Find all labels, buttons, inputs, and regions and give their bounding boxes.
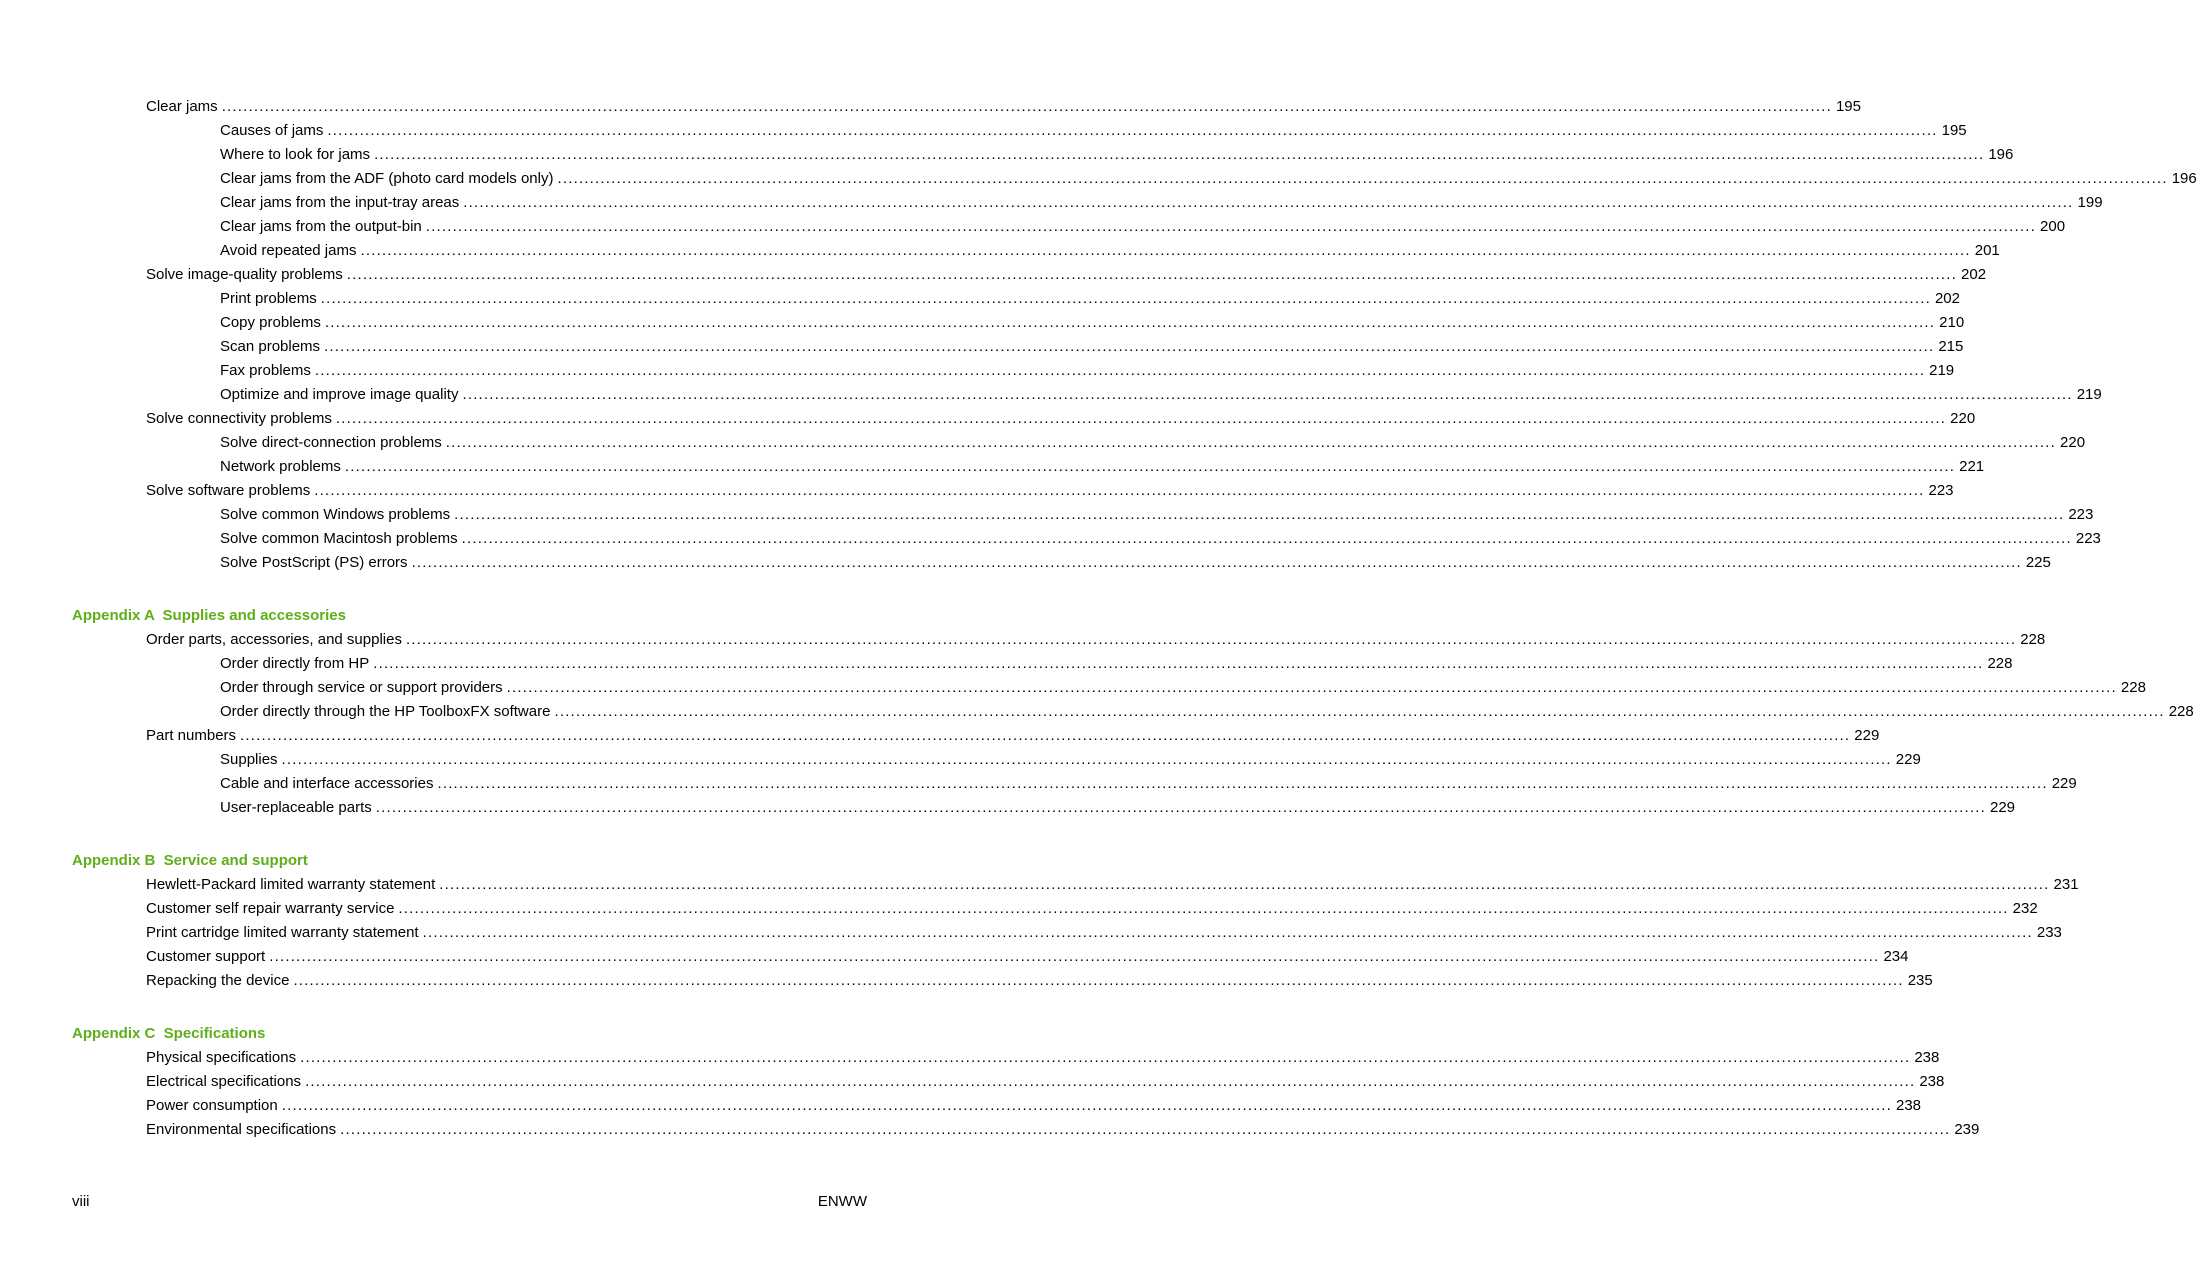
toc-entry[interactable] — [0, 676, 2146, 700]
dot-leader: ............................................................................................................................................................................................................................................................................................................ — [360, 242, 1971, 259]
dot-leader: ............................................................................................................................................................................................................................................................................................................ — [300, 1049, 1911, 1066]
toc-entry-title: Print problems — [220, 290, 317, 307]
toc-entry-title: Customer support — [146, 948, 266, 965]
toc-entry-page-number: 219 — [1929, 362, 1955, 379]
toc-entry-title: Solve common Windows problems — [220, 506, 451, 523]
toc-entry-page-number: 228 — [2120, 679, 2146, 696]
toc-entry[interactable] — [0, 873, 2079, 897]
toc-entry-page-number: 233 — [2036, 924, 2062, 941]
toc-entry[interactable] — [0, 335, 1964, 359]
toc-entry[interactable] — [0, 945, 1909, 969]
toc-entry-title: Physical specifications — [146, 1049, 297, 1066]
dot-leader: ............................................................................................................................................................................................................................................................................................................ — [324, 338, 1935, 355]
toc-entry[interactable] — [0, 359, 1955, 383]
toc-entry[interactable] — [0, 119, 1967, 143]
toc-entry-title: Supplies — [220, 751, 278, 768]
toc-entry-page-number: 229 — [1854, 727, 1880, 744]
toc-entry-page-number: 238 — [1895, 1097, 1922, 1114]
dot-leader: ............................................................................................................................................................................................................................................................................................................ — [314, 362, 1926, 379]
table-of-contents — [0, 95, 2197, 1142]
toc-entry-title: Order directly from HP — [220, 655, 370, 672]
toc-entry-page-number: 223 — [1928, 482, 1954, 499]
dot-leader: ............................................................................................................................................................................................................................................................................................................ — [314, 482, 1925, 499]
toc-entry[interactable] — [0, 263, 1987, 287]
toc-entry[interactable] — [0, 407, 1976, 431]
appendix-heading-label: Appendix A Supplies and accessories — [72, 607, 346, 624]
toc-entry-page-number: 228 — [2020, 631, 2046, 648]
toc-entry[interactable] — [0, 1046, 1940, 1070]
toc-entry-title: Avoid repeated jams — [220, 242, 357, 259]
toc-entry-title: Solve common Macintosh problems — [220, 530, 458, 547]
toc-entry-page-number: 196 — [1988, 146, 2014, 163]
toc-entry-title: Solve software problems — [146, 482, 311, 499]
dot-leader: ............................................................................................................................................................................................................................................................................................................ — [462, 386, 2073, 403]
dot-leader: ............................................................................................................................................................................................................................................................................................................ — [463, 194, 2074, 211]
toc-entry-title: Clear jams from the ADF (photo card models only) — [220, 170, 554, 187]
dot-leader: ............................................................................................................................................................................................................................................................................................................ — [557, 170, 2168, 187]
dot-leader: ............................................................................................................................................................................................................................................................................................................ — [269, 948, 1880, 965]
toc-entry-title: User-replaceable parts — [220, 799, 372, 816]
dot-leader: ............................................................................................................................................................................................................................................................................................................ — [320, 290, 1931, 307]
toc-entry-page-number: 235 — [1907, 972, 1933, 989]
toc-entry-title: Order parts, accessories, and supplies — [146, 631, 402, 648]
toc-entry[interactable] — [0, 772, 2077, 796]
dot-leader: ............................................................................................................................................................................................................................................................................................................ — [305, 1073, 1916, 1090]
toc-entry[interactable] — [0, 700, 2194, 724]
toc-entry-title: Where to look for jams — [220, 146, 371, 163]
dot-leader: ............................................................................................................................................................................................................................................................................................................ — [405, 631, 2017, 648]
toc-entry-page-number: 220 — [2060, 434, 2086, 451]
dot-leader: ............................................................................................................................................................................................................................................................................................................ — [554, 703, 2165, 720]
toc-entry[interactable] — [0, 287, 1960, 311]
appendix-heading-label: Appendix B Service and support — [72, 852, 308, 869]
toc-entry-title: Fax problems — [220, 362, 311, 379]
toc-entry-title: Copy problems — [220, 314, 321, 331]
toc-entry[interactable] — [0, 431, 2086, 455]
toc-entry-page-number: 223 — [2075, 530, 2101, 547]
toc-entry[interactable] — [0, 143, 2014, 167]
toc-entry[interactable] — [0, 551, 2051, 575]
toc-entry-title: Part numbers — [146, 727, 237, 744]
toc-entry-page-number: 239 — [1954, 1121, 1980, 1138]
appendix-heading — [0, 1022, 954, 1046]
toc-entry-page-number: 195 — [1835, 98, 1861, 115]
toc-entry[interactable] — [0, 455, 1985, 479]
toc-entry-page-number: 215 — [1938, 338, 1964, 355]
toc-entry-title: Power consumption — [146, 1097, 278, 1114]
toc-entry[interactable] — [0, 311, 1965, 335]
dot-leader: ............................................................................................................................................................................................................................................................................................................ — [374, 146, 1985, 163]
toc-entry-page-number: 225 — [2025, 554, 2051, 571]
toc-entry[interactable] — [0, 796, 2016, 820]
appendix-heading — [0, 849, 954, 873]
toc-entry-title: Solve direct-connection problems — [220, 434, 442, 451]
toc-entry-title: Hewlett-Packard limited warranty statement — [146, 876, 436, 893]
toc-entry-title: Cable and interface accessories — [220, 775, 434, 792]
dot-leader: ............................................................................................................................................................................................................................................................................................................ — [445, 434, 2057, 451]
toc-entry[interactable] — [0, 95, 1861, 119]
toc-entry[interactable] — [0, 191, 2103, 215]
toc-entry-title: Optimize and improve image quality — [220, 386, 459, 403]
toc-entry-page-number: 228 — [2168, 703, 2194, 720]
toc-entry-title: Solve PostScript (PS) errors — [220, 554, 408, 571]
footer-doc-code: ENWW — [817, 1193, 867, 1210]
dot-leader: ............................................................................................................................................................................................................................................................................................................ — [344, 458, 1956, 475]
toc-entry[interactable] — [0, 724, 1880, 748]
toc-entry[interactable] — [0, 1070, 1945, 1094]
toc-entry[interactable] — [0, 215, 2066, 239]
toc-entry-title: Causes of jams — [220, 122, 324, 139]
toc-entry-page-number: 234 — [1883, 948, 1909, 965]
toc-entry-page-number: 195 — [1941, 122, 1967, 139]
toc-entry[interactable] — [0, 1118, 1980, 1142]
toc-entry[interactable] — [0, 503, 2094, 527]
toc-entry-title: Clear jams from the output-bin — [220, 218, 422, 235]
toc-entry-title: Print cartridge limited warranty statement — [146, 924, 419, 941]
toc-entry-page-number: 232 — [2012, 900, 2038, 917]
toc-entry-page-number: 202 — [1934, 290, 1960, 307]
dot-leader: ............................................................................................................................................................................................................................................................................................................ — [411, 554, 2022, 571]
toc-entry-title: Clear jams — [146, 98, 218, 115]
appendix-heading — [0, 604, 954, 628]
toc-entry-title: Order through service or support providers — [220, 679, 503, 696]
dot-leader: ............................................................................................................................................................................................................................................................................................................ — [437, 775, 2048, 792]
toc-entry-title: Network problems — [220, 458, 341, 475]
toc-entry[interactable] — [0, 527, 2101, 551]
toc-entry-page-number: 238 — [1919, 1073, 1945, 1090]
toc-entry-page-number: 223 — [2068, 506, 2094, 523]
dot-leader: ............................................................................................................................................................................................................................................................................................................ — [506, 679, 2117, 696]
toc-entry-page-number: 231 — [2053, 876, 2079, 893]
toc-entry-page-number: 229 — [1895, 751, 1921, 768]
toc-entry[interactable] — [0, 921, 2062, 945]
dot-leader: ............................................................................................................................................................................................................................................................................................................ — [398, 900, 2009, 917]
dot-leader: ............................................................................................................................................................................................................................................................................................................ — [425, 218, 2037, 235]
dot-leader: ............................................................................................................................................................................................................................................................................................................ — [461, 530, 2072, 547]
dot-leader: ............................................................................................................................................................................................................................................................................................................ — [373, 655, 1984, 672]
toc-entry-title: Environmental specifications — [146, 1121, 337, 1138]
dot-leader: ............................................................................................................................................................................................................................................................................................................ — [293, 972, 1904, 989]
dot-leader: ............................................................................................................................................................................................................................................................................................................ — [422, 924, 2033, 941]
dot-leader: ............................................................................................................................................................................................................................................................................................................ — [221, 98, 1832, 115]
toc-entry-title: Solve connectivity problems — [146, 410, 332, 427]
footer-page-label: viii — [72, 1193, 90, 1210]
toc-entry[interactable] — [0, 652, 2013, 676]
toc-entry-title: Electrical specifications — [146, 1073, 302, 1090]
toc-entry[interactable] — [0, 748, 1921, 772]
toc-entry-page-number: 221 — [1959, 458, 1985, 475]
dot-leader: ............................................................................................................................................................................................................................................................................................................ — [454, 506, 2065, 523]
toc-entry-page-number: 201 — [1974, 242, 2000, 259]
dot-leader: ............................................................................................................................................................................................................................................................................................................ — [324, 314, 1936, 331]
toc-entry-page-number: 210 — [1939, 314, 1965, 331]
toc-entry-page-number: 229 — [1990, 799, 2016, 816]
toc-entry[interactable] — [0, 897, 2038, 921]
dot-leader: ............................................................................................................................................................................................................................................................................................................ — [375, 799, 1986, 816]
dot-leader: ............................................................................................................................................................................................................................................................................................................ — [281, 751, 1892, 768]
toc-entry-page-number: 202 — [1961, 266, 1987, 283]
toc-entry-title: Solve image-quality problems — [146, 266, 343, 283]
toc-entry-title: Clear jams from the input-tray areas — [220, 194, 460, 211]
toc-entry-title: Customer self repair warranty service — [146, 900, 395, 917]
toc-entry[interactable] — [0, 239, 2000, 263]
toc-entry-page-number: 196 — [2171, 170, 2197, 187]
toc-entry-title: Scan problems — [220, 338, 321, 355]
toc-entry-title: Order directly through the HP ToolboxFX software — [220, 703, 551, 720]
toc-entry-page-number: 220 — [1950, 410, 1976, 427]
dot-leader: ............................................................................................................................................................................................................................................................................................................ — [340, 1121, 1951, 1138]
toc-entry[interactable] — [0, 1094, 1922, 1118]
toc-entry[interactable] — [0, 969, 1933, 993]
dot-leader: ............................................................................................................................................................................................................................................................................................................ — [346, 266, 1958, 283]
dot-leader: ............................................................................................................................................................................................................................................................................................................ — [281, 1097, 1892, 1114]
dot-leader: ............................................................................................................................................................................................................................................................................................................ — [327, 122, 1938, 139]
toc-entry-page-number: 219 — [2076, 386, 2102, 403]
appendix-heading-label: Appendix C Specifications — [72, 1025, 266, 1042]
toc-entry-page-number: 238 — [1914, 1049, 1940, 1066]
toc-entry-page-number: 228 — [1987, 655, 2013, 672]
toc-entry[interactable] — [0, 383, 2102, 407]
toc-entry-page-number: 199 — [2077, 194, 2103, 211]
toc-entry[interactable] — [0, 167, 2197, 191]
toc-entry-page-number: 229 — [2051, 775, 2077, 792]
toc-entry[interactable] — [0, 479, 1954, 503]
dot-leader: ............................................................................................................................................................................................................................................................................................................ — [335, 410, 1947, 427]
dot-leader: ............................................................................................................................................................................................................................................................................................................ — [240, 727, 1851, 744]
toc-entry-title: Repacking the device — [146, 972, 290, 989]
toc-entry[interactable] — [0, 628, 2046, 652]
dot-leader: ............................................................................................................................................................................................................................................................................................................ — [439, 876, 2050, 893]
toc-entry-page-number: 200 — [2040, 218, 2066, 235]
